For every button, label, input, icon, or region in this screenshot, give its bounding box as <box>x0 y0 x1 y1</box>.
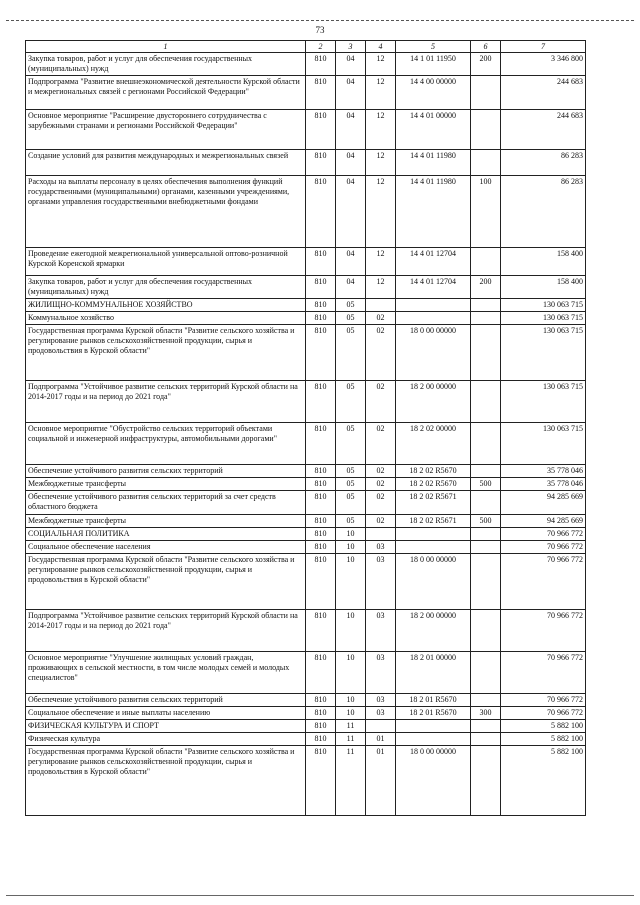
section-code-cell: 10 <box>336 541 366 554</box>
target-article-cell: 18 2 01 R5670 <box>396 694 471 707</box>
table-row <box>26 707 586 720</box>
row-name-cell: Государственная программа Курской области "Развитие сельского хозяйства и регулирование рынков сельскохозяйственной продукции, сырья и продовольствия в Курской области" <box>26 746 306 816</box>
row-name-cell: Коммунальное хозяйство <box>26 312 306 325</box>
table-row <box>26 652 586 694</box>
expense-type-cell <box>471 554 501 610</box>
amount-cell: 94 285 669 <box>501 491 586 515</box>
table-row <box>26 491 586 515</box>
table-row <box>26 746 586 816</box>
column-header: 3 <box>336 41 366 53</box>
amount-cell: 70 966 772 <box>501 610 586 652</box>
column-header: 7 <box>501 41 586 53</box>
expense-type-cell <box>471 541 501 554</box>
amount-cell: 130 063 715 <box>501 381 586 423</box>
ministry-code-cell: 810 <box>306 541 336 554</box>
amount-cell: 35 778 046 <box>501 478 586 491</box>
expense-type-cell <box>471 465 501 478</box>
target-article-cell: 18 2 00 00000 <box>396 381 471 423</box>
expense-type-cell: 500 <box>471 515 501 528</box>
target-article-cell: 14 4 01 11980 <box>396 176 471 248</box>
column-header: 1 <box>26 41 306 53</box>
amount-cell: 70 966 772 <box>501 707 586 720</box>
section-code-cell: 05 <box>336 423 366 465</box>
section-code-cell: 04 <box>336 248 366 276</box>
subsection-code-cell: 02 <box>366 381 396 423</box>
subsection-code-cell: 02 <box>366 491 396 515</box>
target-article-cell: 18 0 00 00000 <box>396 554 471 610</box>
target-article-cell: 18 2 02 R5670 <box>396 465 471 478</box>
section-code-cell: 04 <box>336 176 366 248</box>
subsection-code-cell: 03 <box>366 652 396 694</box>
expense-type-cell <box>471 491 501 515</box>
ministry-code-cell: 810 <box>306 76 336 110</box>
ministry-code-cell: 810 <box>306 610 336 652</box>
amount-cell: 5 882 100 <box>501 720 586 733</box>
amount-cell: 70 966 772 <box>501 694 586 707</box>
target-article-cell: 14 4 01 12704 <box>396 248 471 276</box>
target-article-cell <box>396 720 471 733</box>
amount-cell: 86 283 <box>501 176 586 248</box>
ministry-code-cell: 810 <box>306 325 336 381</box>
subsection-code-cell: 12 <box>366 53 396 76</box>
section-code-cell: 11 <box>336 733 366 746</box>
ministry-code-cell: 810 <box>306 491 336 515</box>
table-row <box>26 610 586 652</box>
target-article-cell <box>396 733 471 746</box>
target-article-cell: 14 4 01 12704 <box>396 276 471 299</box>
target-article-cell: 18 2 02 00000 <box>396 423 471 465</box>
section-code-cell: 05 <box>336 478 366 491</box>
row-name-cell: Межбюджетные трансферты <box>26 515 306 528</box>
expense-type-cell <box>471 528 501 541</box>
target-article-cell: 18 2 01 R5670 <box>396 707 471 720</box>
ministry-code-cell: 810 <box>306 733 336 746</box>
row-name-cell: Проведение ежегодной межрегиональной универсальной оптово-розничной Курской Коренской ярмарки <box>26 248 306 276</box>
row-name-cell: Основное мероприятие "Обустройство сельских территорий объектами социальной и инженерной инфраструктуры, автомобильными дорогами" <box>26 423 306 465</box>
expense-type-cell <box>471 720 501 733</box>
amount-cell: 244 683 <box>501 110 586 150</box>
section-code-cell: 05 <box>336 312 366 325</box>
section-code-cell: 05 <box>336 381 366 423</box>
target-article-cell: 14 4 00 00000 <box>396 76 471 110</box>
subsection-code-cell: 02 <box>366 515 396 528</box>
bottom-scan-line <box>6 895 634 896</box>
subsection-code-cell: 03 <box>366 707 396 720</box>
subsection-code-cell: 12 <box>366 110 396 150</box>
ministry-code-cell: 810 <box>306 276 336 299</box>
ministry-code-cell: 810 <box>306 381 336 423</box>
table-row <box>26 312 586 325</box>
section-code-cell: 05 <box>336 465 366 478</box>
ministry-code-cell: 810 <box>306 746 336 816</box>
section-code-cell: 10 <box>336 528 366 541</box>
ministry-code-cell: 810 <box>306 110 336 150</box>
section-code-cell: 05 <box>336 299 366 312</box>
expense-type-cell <box>471 746 501 816</box>
subsection-code-cell: 01 <box>366 746 396 816</box>
row-name-cell: Государственная программа Курской области "Развитие сельского хозяйства и регулирование рынков сельскохозяйственной продукции, сырья и продовольствия в Курской области" <box>26 554 306 610</box>
table-row <box>26 248 586 276</box>
expense-type-cell <box>471 325 501 381</box>
section-code-cell: 11 <box>336 720 366 733</box>
table-row <box>26 381 586 423</box>
page-number: 73 <box>315 25 325 35</box>
subsection-code-cell: 12 <box>366 76 396 110</box>
section-code-cell: 04 <box>336 276 366 299</box>
row-name-cell: ФИЗИЧЕСКАЯ КУЛЬТУРА И СПОРТ <box>26 720 306 733</box>
table-row <box>26 176 586 248</box>
ministry-code-cell: 810 <box>306 248 336 276</box>
subsection-code-cell: 02 <box>366 465 396 478</box>
target-article-cell: 14 1 01 11950 <box>396 53 471 76</box>
row-name-cell: Физическая культура <box>26 733 306 746</box>
subsection-code-cell: 01 <box>366 733 396 746</box>
table-row <box>26 554 586 610</box>
subsection-code-cell <box>366 299 396 312</box>
subsection-code-cell <box>366 528 396 541</box>
table-row <box>26 541 586 554</box>
section-code-cell: 04 <box>336 150 366 176</box>
target-article-cell: 14 4 01 11980 <box>396 150 471 176</box>
top-scan-line <box>6 20 634 21</box>
column-header: 2 <box>306 41 336 53</box>
row-name-cell: Межбюджетные трансферты <box>26 478 306 491</box>
ministry-code-cell: 810 <box>306 150 336 176</box>
row-name-cell: Государственная программа Курской области "Развитие сельского хозяйства и регулирование рынков сельскохозяйственной продукции, сырья и продовольствия в Курской области" <box>26 325 306 381</box>
table-row <box>26 694 586 707</box>
expense-type-cell: 200 <box>471 53 501 76</box>
target-article-cell: 18 2 00 00000 <box>396 610 471 652</box>
ministry-code-cell: 810 <box>306 528 336 541</box>
column-header: 4 <box>366 41 396 53</box>
expense-type-cell: 200 <box>471 276 501 299</box>
amount-cell: 70 966 772 <box>501 652 586 694</box>
table-row <box>26 720 586 733</box>
table-row <box>26 325 586 381</box>
expense-type-cell <box>471 381 501 423</box>
target-article-cell <box>396 299 471 312</box>
row-name-cell: Подпрограмма "Развитие внешнеэкономической деятельности Курской области и межрегиональных связей с регионами Российской Федерации" <box>26 76 306 110</box>
row-name-cell: Обеспечение устойчивого развития сельских территорий <box>26 694 306 707</box>
ministry-code-cell: 810 <box>306 312 336 325</box>
row-name-cell: Закупка товаров, работ и услуг для обеспечения государственных (муниципальных) нужд <box>26 276 306 299</box>
budget-table <box>25 40 586 816</box>
ministry-code-cell: 810 <box>306 465 336 478</box>
table-row <box>26 478 586 491</box>
expense-type-cell <box>471 150 501 176</box>
subsection-code-cell: 02 <box>366 312 396 325</box>
ministry-code-cell: 810 <box>306 554 336 610</box>
subsection-code-cell: 03 <box>366 541 396 554</box>
row-name-cell: Создание условий для развития международных и межрегиональных связей <box>26 150 306 176</box>
column-header: 5 <box>396 41 471 53</box>
section-code-cell: 10 <box>336 707 366 720</box>
table-row <box>26 528 586 541</box>
expense-type-cell: 500 <box>471 478 501 491</box>
amount-cell: 158 400 <box>501 276 586 299</box>
table-row <box>26 515 586 528</box>
section-code-cell: 05 <box>336 515 366 528</box>
section-code-cell: 04 <box>336 53 366 76</box>
ministry-code-cell: 810 <box>306 652 336 694</box>
row-name-cell: СОЦИАЛЬНАЯ ПОЛИТИКА <box>26 528 306 541</box>
ministry-code-cell: 810 <box>306 53 336 76</box>
table-row <box>26 150 586 176</box>
column-header: 6 <box>471 41 501 53</box>
section-code-cell: 11 <box>336 746 366 816</box>
amount-cell: 3 346 800 <box>501 53 586 76</box>
table-row <box>26 423 586 465</box>
subsection-code-cell: 03 <box>366 610 396 652</box>
row-name-cell: Обеспечение устойчивого развития сельских территорий за счет средств областного бюджета <box>26 491 306 515</box>
section-code-cell: 10 <box>336 652 366 694</box>
ministry-code-cell: 810 <box>306 478 336 491</box>
amount-cell: 130 063 715 <box>501 299 586 312</box>
target-article-cell: 18 2 02 R5671 <box>396 491 471 515</box>
expense-type-cell <box>471 610 501 652</box>
table-row <box>26 276 586 299</box>
table-row <box>26 733 586 746</box>
table-row <box>26 110 586 150</box>
ministry-code-cell: 810 <box>306 176 336 248</box>
amount-cell: 94 285 669 <box>501 515 586 528</box>
subsection-code-cell: 02 <box>366 478 396 491</box>
row-name-cell: Подпрограмма "Устойчивое развитие сельских территорий Курской области на 2014-2017 годы и на период до 2021 года" <box>26 381 306 423</box>
target-article-cell: 18 2 02 R5671 <box>396 515 471 528</box>
expense-type-cell <box>471 733 501 746</box>
subsection-code-cell <box>366 720 396 733</box>
amount-cell: 5 882 100 <box>501 746 586 816</box>
row-name-cell: Обеспечение устойчивого развития сельских территорий <box>26 465 306 478</box>
subsection-code-cell: 12 <box>366 276 396 299</box>
target-article-cell <box>396 312 471 325</box>
ministry-code-cell: 810 <box>306 515 336 528</box>
expense-type-cell: 100 <box>471 176 501 248</box>
expense-type-cell <box>471 76 501 110</box>
row-name-cell: Подпрограмма "Устойчивое развитие сельских территорий Курской области на 2014-2017 годы и на период до 2021 года" <box>26 610 306 652</box>
expense-type-cell <box>471 652 501 694</box>
target-article-cell: 18 2 01 00000 <box>396 652 471 694</box>
target-article-cell: 18 2 02 R5670 <box>396 478 471 491</box>
section-code-cell: 10 <box>336 610 366 652</box>
amount-cell: 70 966 772 <box>501 554 586 610</box>
expense-type-cell: 300 <box>471 707 501 720</box>
section-code-cell: 04 <box>336 76 366 110</box>
target-article-cell: 18 0 00 00000 <box>396 746 471 816</box>
ministry-code-cell: 810 <box>306 694 336 707</box>
subsection-code-cell: 03 <box>366 554 396 610</box>
expense-type-cell <box>471 312 501 325</box>
table-row <box>26 76 586 110</box>
row-name-cell: Расходы на выплаты персоналу в целях обеспечения выполнения функций государственными (муниципальными) органами, казенными учреждениями, органами управления государственными внебюджетными фондами <box>26 176 306 248</box>
amount-cell: 244 683 <box>501 76 586 110</box>
target-article-cell: 14 4 01 00000 <box>396 110 471 150</box>
ministry-code-cell: 810 <box>306 707 336 720</box>
expense-type-cell <box>471 248 501 276</box>
table-row <box>26 465 586 478</box>
row-name-cell: ЖИЛИЩНО-КОММУНАЛЬНОЕ ХОЗЯЙСТВО <box>26 299 306 312</box>
section-code-cell: 10 <box>336 554 366 610</box>
ministry-code-cell: 810 <box>306 720 336 733</box>
ministry-code-cell: 810 <box>306 423 336 465</box>
subsection-code-cell: 12 <box>366 176 396 248</box>
expense-type-cell <box>471 423 501 465</box>
amount-cell: 130 063 715 <box>501 312 586 325</box>
section-code-cell: 04 <box>336 110 366 150</box>
subsection-code-cell: 03 <box>366 694 396 707</box>
amount-cell: 86 283 <box>501 150 586 176</box>
section-code-cell: 05 <box>336 325 366 381</box>
row-name-cell: Основное мероприятие "Улучшение жилищных условий граждан, проживающих в сельской местности, в том числе молодых семей и молодых специалистов" <box>26 652 306 694</box>
table-row <box>26 53 586 76</box>
subsection-code-cell: 12 <box>366 248 396 276</box>
amount-cell: 70 966 772 <box>501 528 586 541</box>
amount-cell: 70 966 772 <box>501 541 586 554</box>
target-article-cell <box>396 541 471 554</box>
row-name-cell: Основное мероприятие "Расширение двустороннего сотрудничества с зарубежными странами и регионами Российской Федерации" <box>26 110 306 150</box>
subsection-code-cell: 12 <box>366 150 396 176</box>
subsection-code-cell: 02 <box>366 325 396 381</box>
section-code-cell: 05 <box>336 491 366 515</box>
target-article-cell: 18 0 00 00000 <box>396 325 471 381</box>
expense-type-cell <box>471 299 501 312</box>
amount-cell: 130 063 715 <box>501 325 586 381</box>
amount-cell: 5 882 100 <box>501 733 586 746</box>
row-name-cell: Социальное обеспечение и иные выплаты населению <box>26 707 306 720</box>
section-code-cell: 10 <box>336 694 366 707</box>
column-number-row <box>26 41 586 53</box>
expense-type-cell <box>471 110 501 150</box>
table-row <box>26 299 586 312</box>
expense-type-cell <box>471 694 501 707</box>
amount-cell: 35 778 046 <box>501 465 586 478</box>
ministry-code-cell: 810 <box>306 299 336 312</box>
row-name-cell: Социальное обеспечение населения <box>26 541 306 554</box>
amount-cell: 158 400 <box>501 248 586 276</box>
amount-cell: 130 063 715 <box>501 423 586 465</box>
subsection-code-cell: 02 <box>366 423 396 465</box>
row-name-cell: Закупка товаров, работ и услуг для обеспечения государственных (муниципальных) нужд <box>26 53 306 76</box>
target-article-cell <box>396 528 471 541</box>
